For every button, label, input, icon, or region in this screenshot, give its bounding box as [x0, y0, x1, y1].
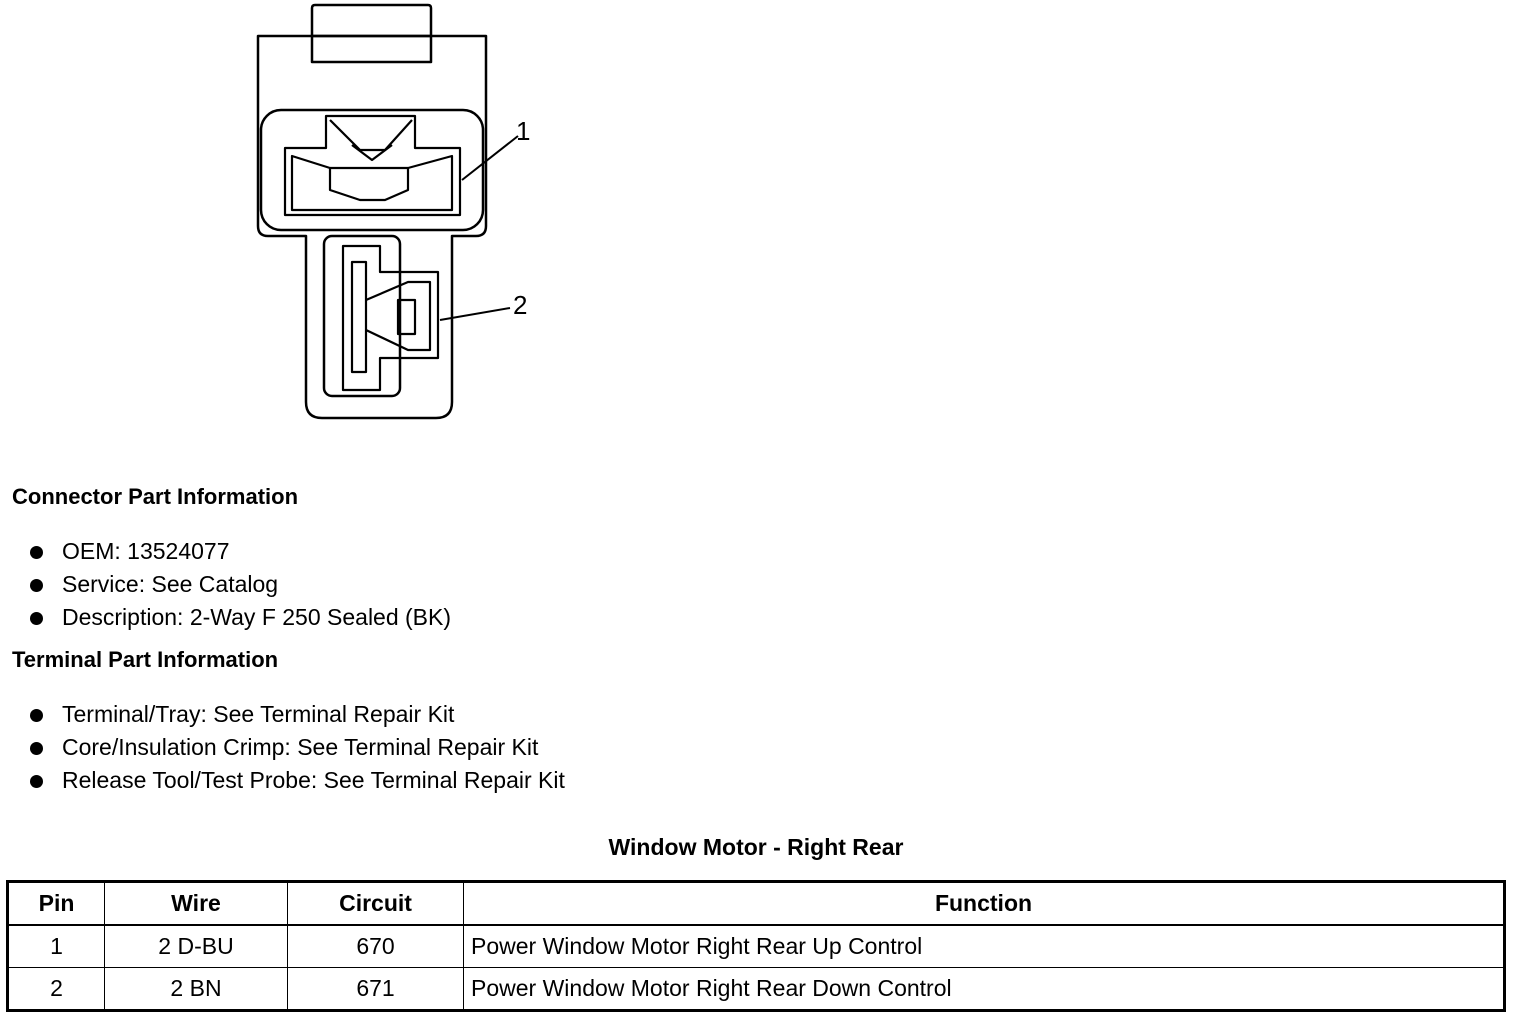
terminal-part-info-heading: Terminal Part Information: [12, 647, 279, 672]
connector-part-info-list: [28, 535, 451, 634]
list-item: Description: 2-Way F 250 Sealed (BK): [28, 601, 451, 634]
callout-2-leader: [440, 308, 510, 320]
pinout-table: [6, 880, 1506, 1012]
connector-housing: [258, 36, 486, 418]
function-cell: Power Window Motor Right Rear Up Control: [464, 925, 1505, 968]
column-header-function: Function: [464, 882, 1505, 926]
wire-cell: 2 BN: [105, 968, 288, 1011]
list-item: Service: See Catalog: [28, 568, 451, 601]
list-item: OEM: 13524077: [28, 535, 451, 568]
connector-face-diagram: [250, 0, 550, 430]
table-row: [8, 968, 1505, 1011]
list-item: Terminal/Tray: See Terminal Repair Kit: [28, 698, 565, 731]
table-row: [8, 925, 1505, 968]
callout-2-label: 2: [513, 290, 528, 320]
terminal-1: [285, 116, 460, 215]
pin-cell: 1: [8, 925, 105, 968]
column-header-circuit: Circuit: [288, 882, 464, 926]
callout-1-leader: [462, 136, 518, 180]
pin-cell: 2: [8, 968, 105, 1011]
table-title: Window Motor - Right Rear: [608, 834, 904, 860]
circuit-cell: 670: [288, 925, 464, 968]
connector-part-info-heading: Connector Part Information: [12, 484, 299, 509]
cavity-1-frame: [261, 110, 483, 230]
list-item: Release Tool/Test Probe: See Terminal Repair Kit: [28, 764, 565, 797]
column-header-pin: Pin: [8, 882, 105, 926]
terminal-2: [343, 246, 438, 390]
column-header-wire: Wire: [105, 882, 288, 926]
callout-1-label: 1: [516, 116, 531, 146]
function-cell: Power Window Motor Right Rear Down Control: [464, 968, 1505, 1011]
list-item: Core/Insulation Crimp: See Terminal Repair Kit: [28, 731, 565, 764]
table-header-row: [8, 882, 1505, 926]
wire-cell: 2 D-BU: [105, 925, 288, 968]
connector-latch: [312, 5, 431, 62]
circuit-cell: 671: [288, 968, 464, 1011]
terminal-part-info-list: [28, 698, 565, 797]
